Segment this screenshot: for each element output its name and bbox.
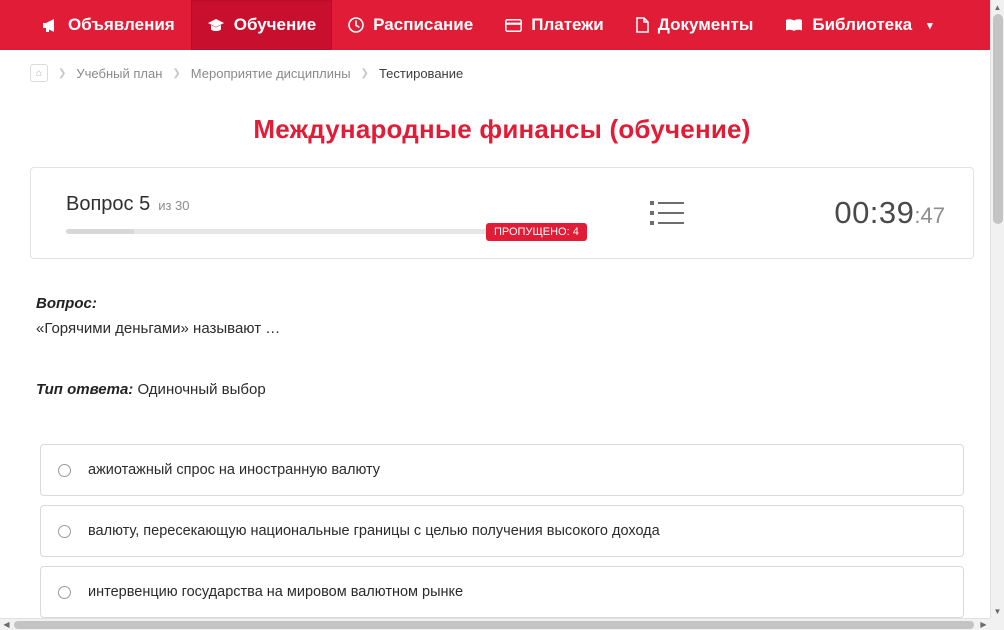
page-title: Международные финансы (обучение) — [253, 114, 751, 144]
document-icon — [636, 17, 649, 33]
nav-item-documents[interactable] — [620, 0, 770, 50]
home-icon[interactable]: ⌂ — [30, 64, 48, 82]
breadcrumb-separator: ❯ — [172, 67, 181, 79]
question-number: Вопрос 5 — [66, 192, 151, 215]
answer-option-label: интервенцию государства на мировом валютном рынке — [88, 584, 464, 600]
question-total: из 30 — [158, 197, 190, 213]
chevron-down-icon[interactable]: ▾ — [927, 19, 933, 32]
horizontal-scrollbar-thumb[interactable] — [14, 621, 974, 629]
nav-label-training: Обучение — [233, 15, 317, 34]
scroll-right-arrow-icon[interactable]: ▶ — [980, 620, 987, 629]
credit-card-icon — [505, 19, 522, 32]
megaphone-icon — [42, 18, 59, 33]
scroll-left-arrow-icon[interactable]: ◀ — [3, 620, 10, 629]
scrollbar-corner — [990, 618, 1004, 630]
answer-option-label: ажиотажный спрос на иностранную валюту — [88, 462, 381, 478]
book-icon — [785, 18, 803, 32]
radio-button-icon[interactable] — [58, 586, 71, 599]
question-heading — [66, 193, 591, 216]
breadcrumb-separator: ❯ — [360, 67, 369, 79]
question-prompt-label: Вопрос: — [36, 295, 97, 312]
nav-item-library[interactable] — [769, 0, 948, 50]
question-progress-section — [31, 192, 591, 238]
radio-button-icon[interactable] — [58, 525, 71, 538]
answer-option-3[interactable] — [40, 566, 964, 618]
answer-options-list — [40, 444, 964, 618]
timer-seconds: :47 — [914, 203, 945, 228]
top-navigation-bar — [0, 0, 1004, 50]
answer-type-value: Одиночный выбор — [137, 381, 266, 398]
vertical-scrollbar-thumb[interactable] — [993, 14, 1003, 224]
nav-label-documents: Документы — [657, 15, 754, 34]
radio-button-icon[interactable] — [58, 464, 71, 477]
answer-option-1[interactable] — [40, 444, 964, 496]
breadcrumb — [0, 50, 1004, 94]
nav-item-payments[interactable] — [489, 0, 620, 50]
breadcrumb-separator: ❯ — [58, 67, 67, 79]
nav-label-payments: Платежи — [531, 15, 604, 34]
timer-minutes: 00:39 — [834, 195, 915, 230]
breadcrumb-item-curriculum[interactable]: Учебный план — [76, 65, 163, 81]
nav-label-library: Библиотека — [812, 15, 913, 34]
question-text: «Горячими деньгами» называют … — [36, 320, 281, 337]
vertical-scrollbar[interactable] — [990, 0, 1004, 618]
nav-item-training[interactable] — [191, 0, 332, 50]
answer-type-label: Тип ответа: — [36, 381, 134, 398]
progress-bar-fill — [66, 229, 134, 234]
horizontal-scrollbar[interactable] — [0, 618, 1004, 630]
timer — [743, 195, 973, 231]
nav-item-announcements[interactable] — [26, 0, 191, 50]
question-list-section — [591, 198, 743, 228]
nav-label-schedule: Расписание — [373, 15, 474, 34]
question-list-icon[interactable] — [650, 198, 684, 228]
nav-label-announcements: Объявления — [68, 15, 175, 34]
nav-item-schedule[interactable] — [332, 0, 489, 50]
question-body — [0, 259, 1004, 398]
question-status-panel — [30, 167, 974, 259]
answer-type-row — [36, 381, 968, 398]
scroll-up-arrow-icon[interactable]: ▲ — [991, 0, 1004, 14]
graduation-cap-icon — [207, 18, 225, 32]
skipped-badge: ПРОПУЩЕНО: 4 — [486, 223, 587, 241]
breadcrumb-item-discipline-event[interactable]: Мероприятие дисциплины — [190, 65, 351, 81]
answer-option-2[interactable] — [40, 505, 964, 557]
answer-option-label: валюту, пересекающую национальные границы с целью получения высокого дохода — [88, 523, 660, 539]
clock-icon — [348, 17, 364, 33]
scroll-down-arrow-icon[interactable]: ▼ — [991, 604, 1004, 618]
breadcrumb-item-testing: Тестирование — [378, 65, 464, 81]
